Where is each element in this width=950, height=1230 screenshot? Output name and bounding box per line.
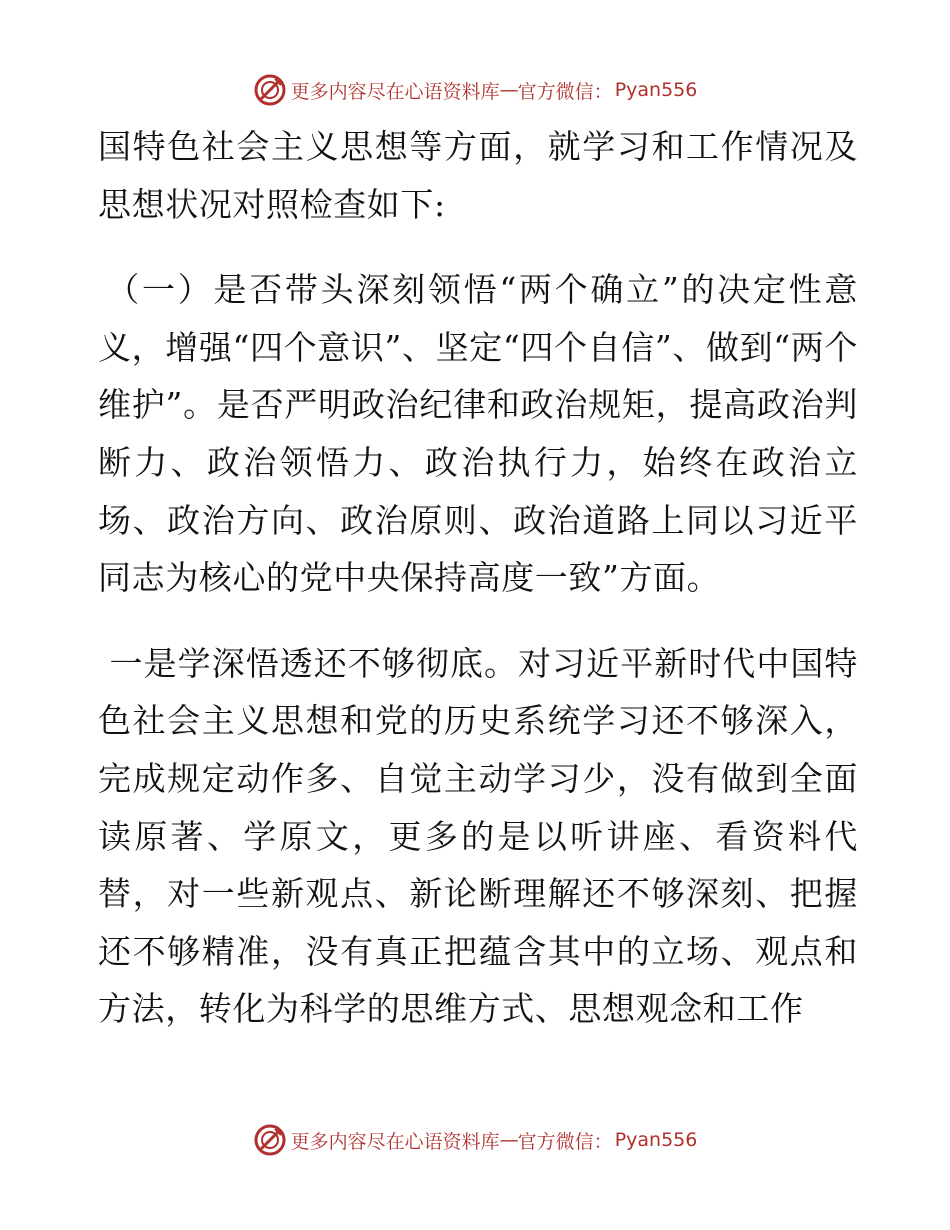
- banner-text: 更多内容尽在心语资料库: [290, 1130, 500, 1153]
- paragraph-point-one: 一是学深悟透还不够彻底。对习近平新时代中国特色社会主义思想和党的历史系统学习还不够深入，完成规定动作多、自觉主动学习少，没有做到全面读原著、学原文，更多的是以听讲座、看资料代替，对一些新观点、新论断理解还不够深刻、把握还不够精准，没有真正把蕴含其中的立场、观点和方法，转化为科学的思维方式、思想观念和工作: [98, 643, 858, 1029]
- banner-separator: —: [499, 79, 518, 101]
- paragraph-intro: 国特色社会主义思想等方面，就学习和工作情况及思想状况对照检查如下:: [98, 127, 858, 224]
- seal-logo-icon: [253, 73, 287, 107]
- banner-separator: —: [499, 1129, 518, 1151]
- banner-account-id: Pyan556: [614, 1129, 698, 1151]
- paragraph-section-one: （一）是否带头深刻领悟“两个确立”的决定性意义，增强“四个意识”、坚定“四个自信”、做到“两个维护”。是否严明政治纪律和政治规矩，提高政治判断力、政治领悟力、政治执行力，始终在政治立场、政治方向、政治原则、政治道路上同以习近平同志为核心的党中央保持高度一致”方面。: [98, 270, 858, 598]
- document-body: [98, 118, 858, 1038]
- seal-logo-icon: [253, 1123, 287, 1157]
- banner-account-label: 官方微信：: [517, 80, 613, 103]
- footer-watermark-banner: [0, 1120, 950, 1160]
- banner-account-label: 官方微信：: [517, 1130, 613, 1153]
- banner-account-id: Pyan556: [614, 79, 698, 101]
- banner-text: 更多内容尽在心语资料库: [290, 80, 500, 103]
- header-watermark-banner: [0, 70, 950, 110]
